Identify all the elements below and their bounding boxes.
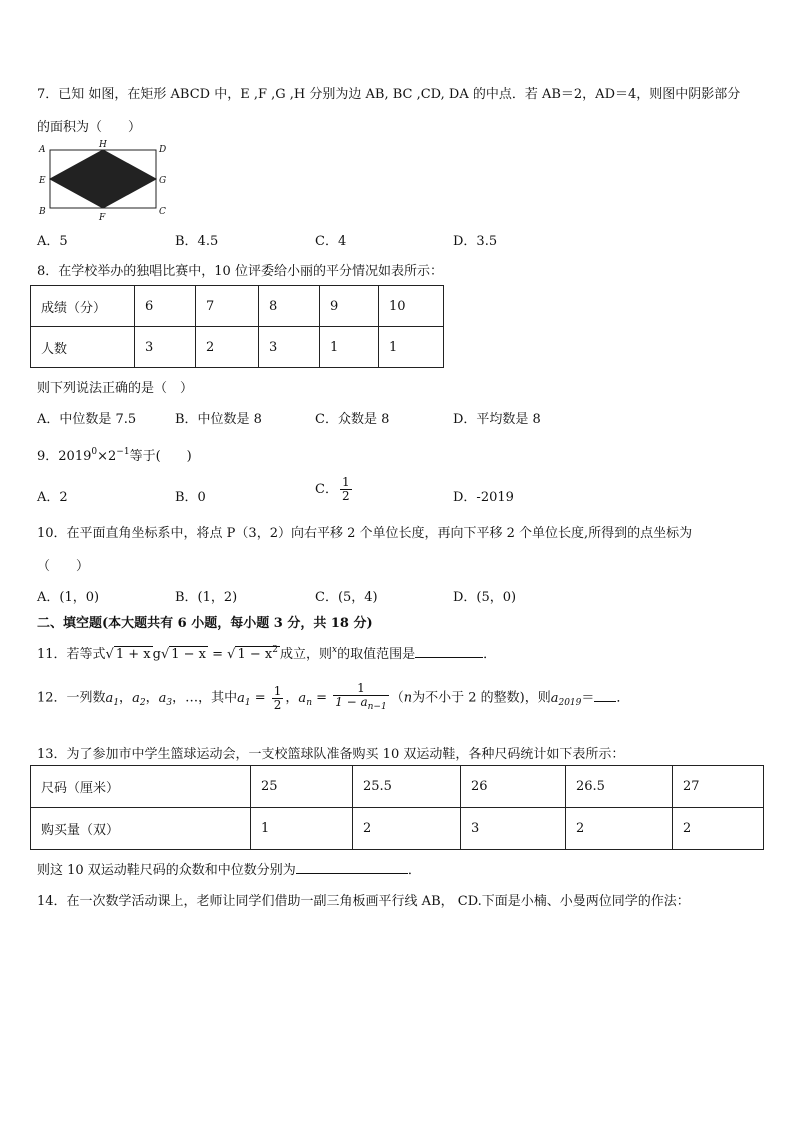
q12-dots: ，…，其中: [172, 690, 238, 706]
label-h: H: [99, 140, 107, 150]
fraction-denominator: 2: [341, 489, 350, 503]
label-b: B: [39, 207, 46, 217]
q11-sqrt3: [235, 646, 280, 662]
q12-n: n: [403, 690, 413, 706]
q8-option-c[interactable]: C．众数是 8: [315, 412, 390, 427]
label-a: A: [39, 145, 46, 155]
q10-stem-line1: 10．在平面直角坐标系中，将点 P（3，2）向右平移 2 个单位长度，再向下平移 2 个单位长度,所得到的点坐标为: [37, 526, 693, 541]
q8-option-d[interactable]: D．平均数是 8: [453, 412, 541, 427]
label-f: F: [99, 213, 106, 222]
q11-sqrt1: 1 + x: [115, 647, 151, 662]
fraction-numerator: 1: [341, 475, 350, 489]
fraction-numerator: 1: [273, 683, 282, 698]
q11-sqrt2: 1 − x: [171, 647, 206, 662]
table-cell: 2: [353, 808, 461, 850]
q8-score-table: [30, 285, 444, 368]
q14-stem: 14．在一次数学活动课上，老师让同学们借助一副三角板画平行线 AB， CD.下面是小楠、小曼两位同学的作法：: [37, 894, 690, 909]
sub-3: 3: [166, 697, 173, 708]
q13-question: [37, 859, 421, 878]
q8-option-b[interactable]: B．中位数是 8: [175, 412, 262, 427]
q10-option-d[interactable]: D．(5，0): [453, 590, 517, 605]
q12-target: [551, 691, 582, 706]
q12-a1-def: [237, 691, 251, 706]
table-cell: 1: [320, 327, 379, 368]
q9-base: 2019: [58, 449, 92, 464]
q11-stem: 11．若等式√ 1 + x g√ 1 − x = √ $1 - x^2$ 成立，则$^x$的取值范围是 ．: [37, 645, 497, 662]
q9-times: ×2: [97, 449, 117, 464]
table-cell: 3: [259, 327, 320, 368]
table-cell: 3: [135, 327, 196, 368]
table-cell: 2: [673, 808, 764, 850]
q11-answer-blank[interactable]: [415, 645, 483, 658]
sub-n: n: [306, 697, 312, 708]
fraction-denominator: [333, 696, 389, 714]
q7-option-a[interactable]: A．5: [37, 234, 68, 249]
table-cell: 尺码（厘米）: [31, 766, 251, 808]
q11-mid: 成立，则: [279, 647, 332, 662]
q9-option-a[interactable]: A．2: [37, 490, 68, 505]
label-d: D: [159, 145, 166, 155]
rectangle-figure: [36, 140, 166, 222]
q11-sqrt3-body: 1 − x: [237, 647, 273, 662]
table-cell: 1: [379, 327, 444, 368]
q9-option-b[interactable]: B．0: [175, 490, 206, 505]
q9-exp1: −1: [116, 447, 130, 457]
table-cell: 6: [135, 286, 196, 327]
q7-option-c[interactable]: C．4: [315, 234, 347, 249]
table-cell: 成绩（分）: [31, 286, 135, 327]
q11-suffix: 的取值范围是: [337, 647, 416, 662]
q12-prefix: 12．一列数: [37, 690, 106, 706]
q7-option-d[interactable]: D．3.5: [453, 234, 498, 249]
q13-table-row-quantities: [31, 808, 764, 850]
q13-size-table: [30, 765, 764, 850]
table-cell: 3: [461, 808, 566, 850]
table-cell: 27: [673, 766, 764, 808]
q7-stem-line1: 7．已知 如图，在矩形 ABCD 中，E ,F ,G ,H 分别为边 AB, BC ,CD, DA 的中点．若 AB＝2，AD＝4，则图中阴影部分: [37, 87, 741, 102]
fraction-denominator: 2: [273, 697, 282, 712]
q9-option-c-fraction: [340, 476, 352, 503]
q12-recursion: [333, 682, 389, 714]
q8-stem: 8．在学校举办的独唱比赛中，10 位评委给小丽的平分情况如表所示：: [37, 264, 443, 279]
table-cell: 人数: [31, 327, 135, 368]
table-cell: 9: [320, 286, 379, 327]
var-a: a: [105, 690, 114, 706]
den-sub: n−1: [367, 702, 387, 712]
var-a: a: [237, 690, 245, 706]
q13-table-row-sizes: [31, 766, 764, 808]
q13-stem: 13．为了参加市中学生篮球运动会，一支校篮球队准备购买 10 双运动鞋，各种尺码统计如下表所示：: [37, 747, 625, 762]
q12-cond-rest: 为不小于 2 的整数)，则: [412, 690, 551, 706]
q11-var: x: [331, 645, 338, 655]
shaded-rhombus: [50, 150, 156, 208]
q9-option-d[interactable]: D．-2019: [453, 490, 514, 505]
label-e: E: [39, 176, 46, 186]
q11-prefix: 11．若等式: [37, 647, 106, 662]
fraction-numerator: 1: [333, 682, 389, 696]
q7-option-b[interactable]: B．4.5: [175, 234, 219, 249]
q12-half: [272, 685, 284, 712]
q9-exp0: 0: [91, 447, 98, 457]
q9-prefix: 9．: [37, 449, 59, 464]
table-cell: 2: [566, 808, 673, 850]
q13-end: ．: [407, 863, 421, 878]
q12-a2: [132, 691, 146, 706]
q8-option-a[interactable]: A．中位数是 7.5: [37, 412, 137, 427]
var-a: a: [550, 690, 559, 706]
q10-option-c[interactable]: C．(5，4): [315, 590, 378, 605]
q11-sqrt3-exp: 2: [272, 645, 278, 655]
q7-stem-line2: 的面积为（ ）: [37, 120, 142, 135]
q12-answer-blank[interactable]: [594, 689, 616, 702]
q11-end: ．: [483, 647, 497, 662]
label-g: G: [159, 176, 166, 186]
sub-2019: 2019: [558, 697, 582, 708]
table-cell: 25.5: [353, 766, 461, 808]
q9-stem: [37, 445, 192, 464]
den-body: 1 − a: [335, 695, 368, 709]
table-cell: 26: [461, 766, 566, 808]
q9-option-c[interactable]: [315, 476, 354, 503]
var-a: a: [158, 690, 167, 706]
q13-question-text: 则这 10 双运动鞋尺码的众数和中位数分别为: [37, 863, 296, 878]
q8-table-row-scores: [31, 286, 444, 327]
q10-option-a[interactable]: A．(1，0): [37, 590, 100, 605]
table-cell: 2: [196, 327, 259, 368]
q11-dot: g: [152, 647, 161, 662]
q12-stem: 12．一列数$a_1$，$a_2$，$a_3$，…，其中$a_1$ = $\frac{1}{2}$ ，$a_n$ = $\frac{1}{1 - a_{n-1}}$ （n为不小于 2 的整数)，则$a_{2019}=$ ．: [37, 681, 630, 712]
q12-end: ．: [616, 690, 630, 706]
q9-suffix: 等于( ): [129, 449, 192, 464]
table-cell: 8: [259, 286, 320, 327]
var-a: a: [298, 690, 307, 706]
label-c: C: [159, 207, 166, 217]
q12-cond-open: （: [390, 690, 404, 706]
q12-tail: ＝: [581, 690, 595, 706]
table-cell: 10: [379, 286, 444, 327]
table-cell: 26.5: [566, 766, 673, 808]
var-a: a: [132, 690, 140, 706]
q11-eq: =: [208, 647, 228, 662]
table-cell: 7: [196, 286, 259, 327]
sub-1: 1: [244, 697, 251, 708]
section-heading: 二、填空题(本大题共有 6 小题，每小题 3 分，共 18 分): [37, 616, 373, 631]
q10-option-b[interactable]: B．(1，2): [175, 590, 238, 605]
table-cell: 1: [251, 808, 353, 850]
q9-option-c-prefix: C．: [315, 482, 338, 497]
sub-1: 1: [113, 697, 120, 708]
sub-2: 2: [139, 697, 146, 708]
q12-a1: [106, 691, 120, 706]
q12-an: [298, 691, 312, 706]
table-cell: 25: [251, 766, 353, 808]
table-cell: 购买量（双）: [31, 808, 251, 850]
q12-a3: [159, 691, 173, 706]
q8-question: 则下列说法正确的是（ ）: [37, 381, 194, 396]
q8-table-row-counts: [31, 327, 444, 368]
q13-answer-blank[interactable]: [296, 861, 408, 874]
q10-stem-line2: （ ）: [37, 559, 90, 574]
